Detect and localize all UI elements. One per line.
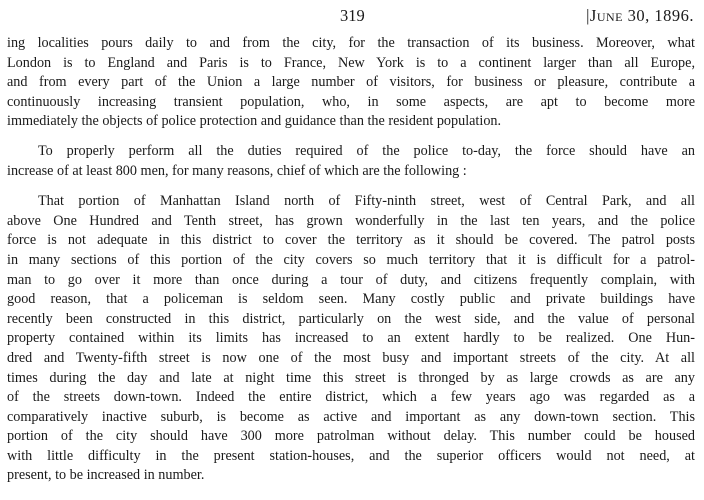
header-date-bar: | — [586, 6, 590, 25]
paragraph — [7, 34, 695, 132]
text-line: That portion of Manhattan Island north of Fifty-ninth street, west of Central Park, and all — [38, 193, 695, 210]
header-date-month: June — [589, 6, 623, 25]
text-line: ing localities pours daily to and from the city, for the transaction of its business. Moreover, what — [7, 35, 695, 51]
header-date — [586, 6, 694, 26]
header-date-rest: 30, 1896. — [623, 6, 694, 25]
text-line: present, to be increased in number. — [7, 467, 205, 484]
text-line: recently been constructed in this district, particularly on the west side, and the value of personal — [7, 310, 695, 327]
text-line: dred and Twenty-fifth street is now one of the most busy and important streets of the city. At all — [7, 349, 695, 366]
text-line: portion of the city should have 300 more patrolman without delay. This number could be housed — [7, 428, 695, 445]
text-line: comparatively inactive suburb, is become as active and important as any down-town section. This — [7, 408, 695, 425]
text-line: with little difficulty in the present station-houses, and the superior officers would not need, at — [7, 447, 695, 464]
body-text — [7, 34, 695, 497]
text-line: London is to England and Paris is to France, New York is to a continent larger than all Europe, — [7, 54, 695, 71]
text-line: times during the day and late at night time this street is thronged by as large crowds as are any — [7, 369, 695, 386]
text-line: man to go over it more than once during a tour of duty, and citizens frequently complain, with — [7, 271, 695, 288]
text-line: increase of at least 800 men, for many reasons, chief of which are the following : — [7, 163, 467, 180]
text-line: in many sections of this portion of the city covers so much territory that it is difficult for a patrol- — [7, 251, 695, 268]
text-line: of the streets down-town. Indeed the entire district, which a few years ago was regarded as a — [7, 389, 695, 406]
page-number: 319 — [340, 6, 365, 25]
text-line: immediately the objects of police protection and guidance than the resident population. — [7, 113, 502, 130]
paragraph — [7, 142, 695, 181]
text-line: good reason, that a policeman is seldom seen. Many costly public and private buildings have — [7, 291, 695, 308]
text-line: To properly perform all the duties required of the police to-day, the force should have an — [38, 143, 695, 160]
text-line: force is not adequate in this district to cover the territory as it should be covered. The patrol posts — [7, 232, 695, 249]
text-line: above One Hundred and Tenth street, has grown wonderfully in the last ten years, and the police — [7, 212, 695, 229]
text-line: property contained within its limits has increased to an extent hardly to be realized. One Hun- — [7, 330, 695, 347]
text-line: and from every part of the Union a large number of visitors, for business or pleasure, contribute a — [7, 74, 695, 91]
text-line: continuously increasing transient population, who, in some aspects, are apt to become more — [7, 93, 695, 110]
running-header — [0, 4, 704, 30]
paragraph — [7, 192, 695, 486]
